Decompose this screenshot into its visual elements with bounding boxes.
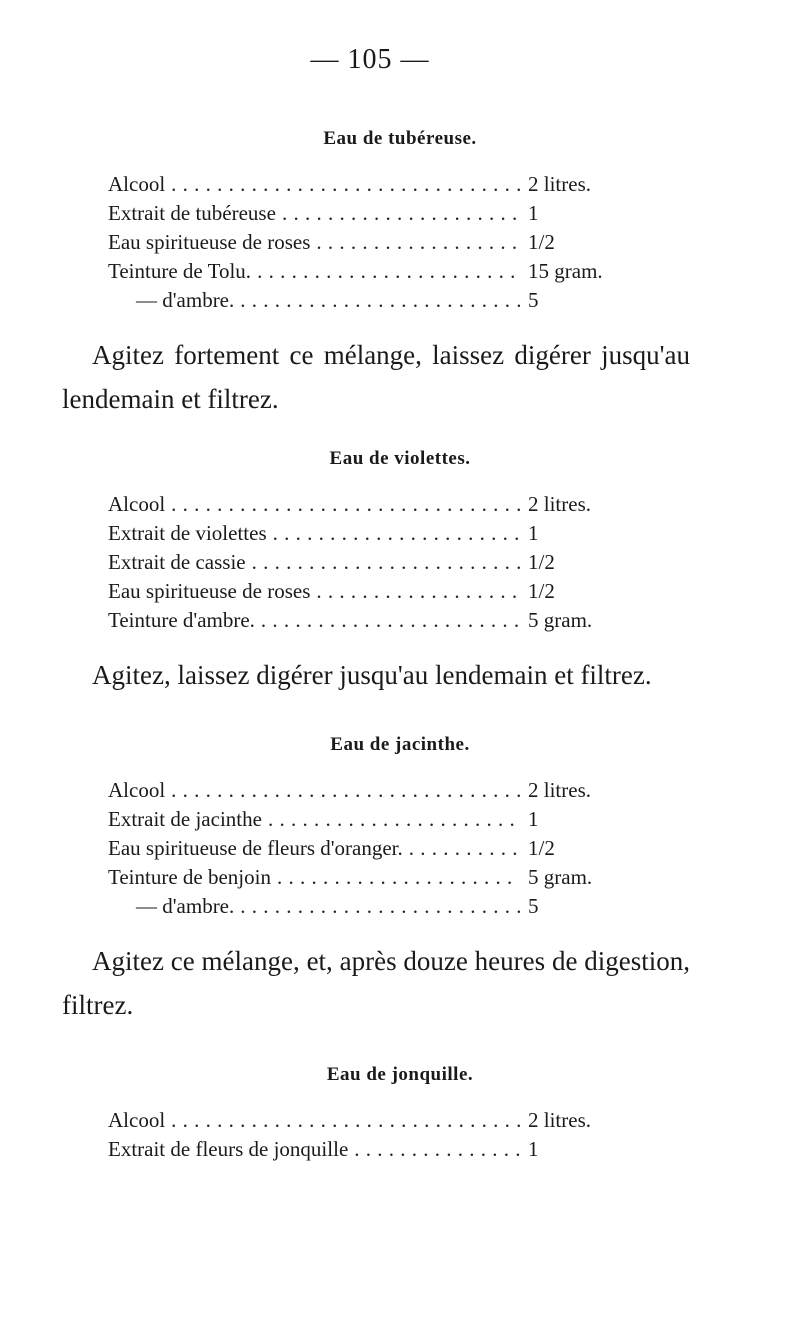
leader-dots — [171, 490, 520, 519]
leader-dots — [409, 834, 520, 863]
ingredient-list — [0, 170, 628, 315]
ingredient-name: Eau spiritueuse de roses — [108, 230, 311, 254]
leader-dots — [252, 548, 520, 577]
ingredient-row — [108, 286, 628, 315]
ingredient-list — [0, 1106, 628, 1164]
ingredient-row — [108, 1135, 628, 1164]
leader-dots — [257, 257, 520, 286]
leader-dots — [282, 199, 520, 228]
ingredient-quantity: 15 gram. — [528, 259, 603, 283]
ingredient-quantity: 5 — [528, 288, 539, 312]
ingredient-name: Eau spiritueuse de fleurs d'oranger. — [108, 836, 403, 860]
ingredient-quantity: 1 — [528, 807, 539, 831]
recipe-section — [0, 730, 800, 1027]
ingredient-name: Extrait de violettes — [108, 521, 267, 545]
leader-dots — [171, 776, 520, 805]
recipe-section — [0, 444, 800, 697]
ingredient-name: Alcool — [108, 1108, 166, 1132]
instructions-paragraph: Agitez fortement ce mélange, laissez digérer jusqu'au lendemain et filtrez. — [62, 340, 690, 414]
ingredient-list — [0, 776, 628, 921]
ingredient-row — [108, 892, 628, 921]
ingredient-row — [108, 490, 628, 519]
ingredient-row — [108, 199, 628, 228]
ingredient-quantity: 1 — [528, 201, 539, 225]
ingredient-row — [108, 548, 628, 577]
leader-dots — [273, 519, 520, 548]
ingredient-name: Teinture d'ambre. — [108, 608, 255, 632]
ingredient-row — [108, 863, 628, 892]
ingredient-quantity: 1 — [528, 1137, 539, 1161]
ingredient-quantity: 1/2 — [528, 230, 555, 254]
ingredient-row — [108, 834, 628, 863]
ingredient-quantity: 1 — [528, 521, 539, 545]
section-title: Eau de jacinthe. — [330, 734, 470, 755]
ingredient-name: Extrait de jacinthe — [108, 807, 262, 831]
ingredient-name: Extrait de fleurs de jonquille — [108, 1137, 349, 1161]
leader-dots — [171, 1106, 520, 1135]
page-number: — 105 — — [310, 44, 430, 75]
ingredient-row — [108, 577, 628, 606]
ingredient-row — [108, 606, 628, 635]
leader-dots — [268, 805, 520, 834]
ingredient-name: Alcool — [108, 172, 166, 196]
ingredient-quantity: 1/2 — [528, 550, 555, 574]
ingredient-name: Extrait de cassie — [108, 550, 246, 574]
leader-dots — [261, 606, 520, 635]
ingredient-row — [108, 519, 628, 548]
ingredient-row — [108, 1106, 628, 1135]
section-title: Eau de tubéreuse. — [323, 128, 477, 149]
ingredient-row — [108, 228, 628, 257]
ingredient-name: Extrait de tubéreuse — [108, 201, 276, 225]
leader-dots — [240, 892, 520, 921]
leader-dots — [316, 228, 520, 257]
ingredient-row — [108, 776, 628, 805]
ingredient-name: Teinture de benjoin — [108, 865, 271, 889]
ingredient-list — [0, 490, 628, 635]
ingredient-row — [108, 805, 628, 834]
leader-dots — [354, 1135, 520, 1164]
recipe-section — [0, 1060, 800, 1164]
ingredient-quantity: 5 gram. — [528, 608, 593, 632]
ingredient-quantity: 1/2 — [528, 579, 555, 603]
instructions-paragraph: Agitez ce mélange, et, après douze heures de digestion, filtrez. — [62, 946, 690, 1020]
section-title: Eau de jonquille. — [326, 1064, 474, 1085]
ingredient-name: — d'ambre. — [136, 894, 235, 918]
ingredient-quantity: 2 litres. — [528, 1108, 591, 1132]
ingredient-name: Alcool — [108, 492, 166, 516]
leader-dots — [171, 170, 520, 199]
ingredient-quantity: 2 litres. — [528, 492, 591, 516]
ingredient-quantity: 5 — [528, 894, 539, 918]
ingredient-row — [108, 257, 628, 286]
instructions-paragraph: Agitez, laissez digérer jusqu'au lendemain et filtrez. — [92, 660, 652, 690]
ingredient-quantity: 2 litres. — [528, 172, 591, 196]
ingredient-name: — d'ambre. — [136, 288, 235, 312]
ingredient-name: Eau spiritueuse de roses — [108, 579, 311, 603]
leader-dots — [316, 577, 520, 606]
recipe-section — [0, 124, 800, 421]
ingredient-quantity: 5 gram. — [528, 865, 593, 889]
leader-dots — [277, 863, 520, 892]
ingredient-row — [108, 170, 628, 199]
ingredient-quantity: 2 litres. — [528, 778, 591, 802]
section-title: Eau de violettes. — [329, 448, 471, 469]
ingredient-name: Alcool — [108, 778, 166, 802]
ingredient-name: Teinture de Tolu. — [108, 259, 252, 283]
leader-dots — [240, 286, 520, 315]
ingredient-quantity: 1/2 — [528, 836, 555, 860]
